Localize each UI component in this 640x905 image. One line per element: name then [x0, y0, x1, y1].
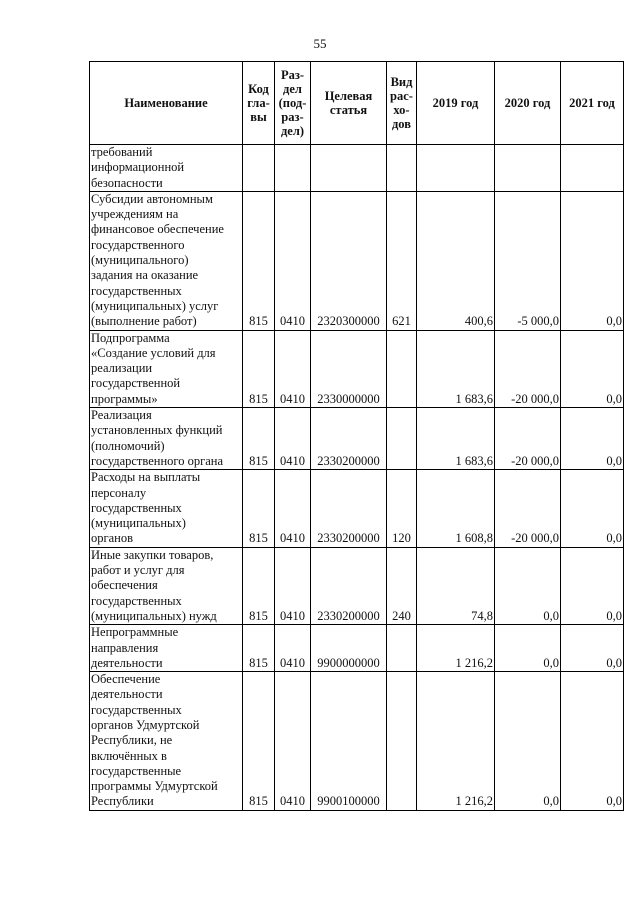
- row-2021: 0,0: [561, 672, 624, 811]
- row-2021: 0,0: [561, 625, 624, 672]
- table-row: [90, 191, 624, 330]
- row-name: Субсидии автономным учреждениям на финансовое обеспечение государственного (муниципального) задания на оказание государственных (муниципальных) услуг (выполнение работ): [90, 191, 243, 330]
- row-2021: [561, 145, 624, 192]
- row-razdel: 0410: [275, 408, 311, 470]
- header-tselevaya: Целевая статья: [311, 62, 387, 145]
- row-tselevaya: 2330000000: [311, 330, 387, 407]
- row-vid: [387, 330, 417, 407]
- row-vid: [387, 145, 417, 192]
- row-2020: 0,0: [495, 547, 561, 624]
- header-2020: 2020 год: [495, 62, 561, 145]
- row-name: Реализация установленных функций (полномочий) государственного органа: [90, 408, 243, 470]
- row-2020: -5 000,0: [495, 191, 561, 330]
- row-2019: [417, 145, 495, 192]
- row-kod: 815: [243, 330, 275, 407]
- row-razdel: 0410: [275, 470, 311, 547]
- table-row: [90, 408, 624, 470]
- row-tselevaya: [311, 145, 387, 192]
- table-row: [90, 547, 624, 624]
- row-2021: 0,0: [561, 547, 624, 624]
- row-2021: 0,0: [561, 330, 624, 407]
- row-tselevaya: 9900100000: [311, 672, 387, 811]
- row-razdel: 0410: [275, 330, 311, 407]
- row-2020: -20 000,0: [495, 470, 561, 547]
- row-kod: 815: [243, 191, 275, 330]
- row-name: Непрограммные направления деятельности: [90, 625, 243, 672]
- row-vid: 621: [387, 191, 417, 330]
- row-2019: 74,8: [417, 547, 495, 624]
- row-name: требований информационной безопасности: [90, 145, 243, 192]
- row-razdel: 0410: [275, 672, 311, 811]
- row-tselevaya: 2330200000: [311, 470, 387, 547]
- row-2020: 0,0: [495, 625, 561, 672]
- row-2019: 1 216,2: [417, 625, 495, 672]
- row-razdel: [275, 145, 311, 192]
- row-vid: 120: [387, 470, 417, 547]
- row-kod: 815: [243, 408, 275, 470]
- row-2021: 0,0: [561, 191, 624, 330]
- row-kod: 815: [243, 547, 275, 624]
- row-tselevaya: 2330200000: [311, 408, 387, 470]
- table-row: [90, 145, 624, 192]
- row-tselevaya: 9900000000: [311, 625, 387, 672]
- header-name: Наименование: [90, 62, 243, 145]
- row-2020: 0,0: [495, 672, 561, 811]
- row-razdel: 0410: [275, 191, 311, 330]
- header-2019: 2019 год: [417, 62, 495, 145]
- row-vid: 240: [387, 547, 417, 624]
- row-kod: 815: [243, 625, 275, 672]
- header-kod: Код гла- вы: [243, 62, 275, 145]
- row-2019: 1 216,2: [417, 672, 495, 811]
- row-vid: [387, 672, 417, 811]
- row-tselevaya: 2320300000: [311, 191, 387, 330]
- table-row: [90, 470, 624, 547]
- header-2021: 2021 год: [561, 62, 624, 145]
- row-kod: 815: [243, 470, 275, 547]
- row-2019: 1 683,6: [417, 330, 495, 407]
- row-2019: 400,6: [417, 191, 495, 330]
- row-vid: [387, 625, 417, 672]
- row-razdel: 0410: [275, 625, 311, 672]
- table-row: [90, 625, 624, 672]
- table-body: [90, 145, 624, 811]
- row-2019: 1 608,8: [417, 470, 495, 547]
- header-row: [90, 62, 624, 145]
- row-2021: 0,0: [561, 408, 624, 470]
- row-name: Расходы на выплаты персоналу государственных (муниципальных) органов: [90, 470, 243, 547]
- table-row: [90, 672, 624, 811]
- row-vid: [387, 408, 417, 470]
- header-razdel: Раз- дел (под- раз- дел): [275, 62, 311, 145]
- page-number: 55: [313, 36, 327, 51]
- row-2020: -20 000,0: [495, 408, 561, 470]
- header-vid: Вид рас- хо- дов: [387, 62, 417, 145]
- row-2020: -20 000,0: [495, 330, 561, 407]
- row-kod: 815: [243, 672, 275, 811]
- row-name: Обеспечение деятельности государственных органов Удмуртской Республики, не включённых в государственные программы Удмуртской Республики: [90, 672, 243, 811]
- table-row: [90, 330, 624, 407]
- row-2021: 0,0: [561, 470, 624, 547]
- row-name: Иные закупки товаров, работ и услуг для обеспечения государственных (муниципальных) нужд: [90, 547, 243, 624]
- row-name: Подпрограмма «Создание условий для реализации государственной программы»: [90, 330, 243, 407]
- row-2019: 1 683,6: [417, 408, 495, 470]
- row-razdel: 0410: [275, 547, 311, 624]
- row-tselevaya: 2330200000: [311, 547, 387, 624]
- budget-table: [89, 61, 624, 811]
- row-kod: [243, 145, 275, 192]
- row-2020: [495, 145, 561, 192]
